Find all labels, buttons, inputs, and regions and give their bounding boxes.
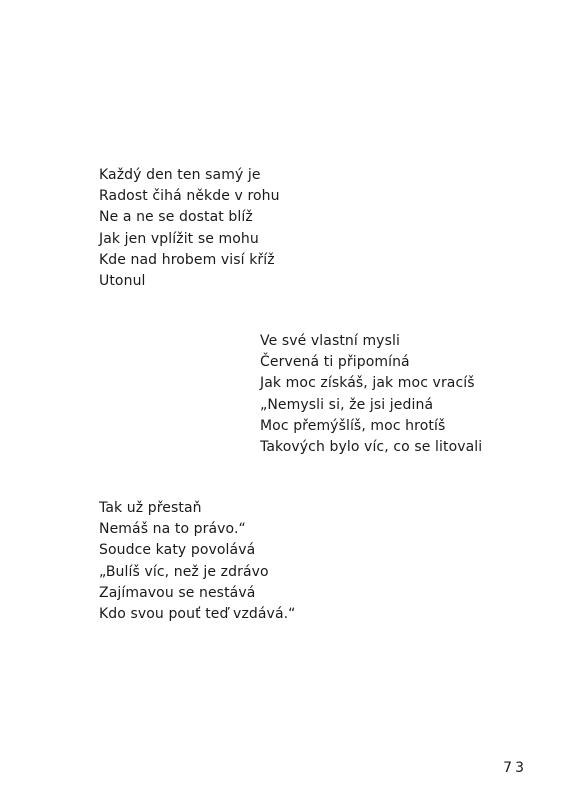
poem-line: Jak jen vplížit se mohu [99, 230, 259, 247]
poem-line: Soudce katy povolává [99, 542, 256, 559]
poem-line: Jak moc získáš, jak moc vracíš [260, 375, 475, 392]
poem-line: Radost čihá někde v rohu [99, 188, 280, 205]
poem-line: Takových bylo víc, co se litovali [260, 439, 483, 456]
poem-line: Ne a ne se dostat blíž [99, 209, 253, 226]
poem-stanza-1 [99, 165, 280, 292]
page-number: 73 [503, 760, 527, 776]
poem-line: Každý den ten samý je [99, 167, 261, 183]
poem-line: Zajímavou se nestává [99, 584, 256, 601]
poem-stanza-3 [99, 498, 296, 625]
poem-line: Kdo svou pouť teď vzdává.“ [99, 606, 296, 623]
poem-line: Utonul [99, 273, 146, 290]
poem-line: Kde nad hrobem visí kříž [99, 251, 275, 268]
poem-line: Ve své vlastní mysli [260, 333, 400, 349]
poem-line: Tak už přestaň [99, 500, 202, 516]
poem-line: Červená ti připomíná [260, 354, 410, 371]
poem-line: „Nemysli si, že jsi jediná [260, 396, 434, 413]
poem-stanza-2 [260, 331, 482, 458]
poem-line: „Bulíš víc, než je zdrávo [99, 563, 269, 580]
poem-line: Nemáš na to právo.“ [99, 521, 246, 538]
poem-line: Moc přemýšlíš, moc hrotíš [260, 417, 446, 434]
